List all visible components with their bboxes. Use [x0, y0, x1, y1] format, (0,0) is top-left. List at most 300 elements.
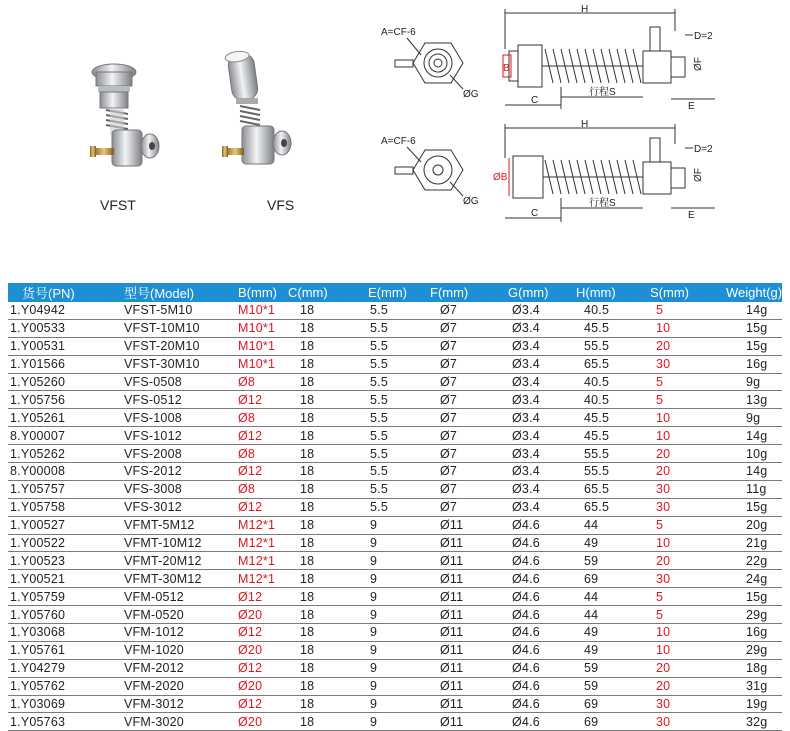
table-cell: 31g — [710, 677, 782, 695]
table-cell: Ø11 — [420, 713, 492, 731]
table-cell: 5.5 — [356, 427, 420, 445]
table-cell: 59 — [564, 552, 634, 570]
table-cell: Ø4.6 — [492, 516, 564, 534]
table-cell: 5.5 — [356, 302, 420, 319]
table-cell: VFM-3020 — [102, 713, 216, 731]
table-cell: 5.5 — [356, 337, 420, 355]
h-label: H — [581, 119, 589, 130]
table-cell: 5.5 — [356, 463, 420, 481]
table-cell: 19g — [710, 695, 782, 713]
table-cell: 10 — [634, 534, 710, 552]
table-cell: 9 — [356, 713, 420, 731]
table-cell: 44 — [564, 606, 634, 624]
table-cell: 5 — [634, 588, 710, 606]
table-cell: 69 — [564, 570, 634, 588]
table-cell: 1.Y05760 — [8, 606, 102, 624]
vfst-dimension-drawing — [375, 5, 745, 120]
table-cell: 14g — [710, 427, 782, 445]
table-row — [8, 534, 782, 552]
table-cell: VFM-1012 — [102, 624, 216, 642]
table-cell: Ø8 — [216, 445, 288, 463]
table-cell: Ø4.6 — [492, 641, 564, 659]
table-cell: Ø8 — [216, 373, 288, 391]
table-cell: Ø7 — [420, 409, 492, 427]
table-cell: M10*1 — [216, 302, 288, 319]
table-cell: 1.Y05756 — [8, 391, 102, 409]
table-cell: Ø11 — [420, 552, 492, 570]
table-cell: 8.Y00007 — [8, 427, 102, 445]
table-cell: 40.5 — [564, 391, 634, 409]
table-cell: 18 — [288, 713, 356, 731]
table-cell: Ø20 — [216, 713, 288, 731]
column-header: B(mm) — [216, 283, 288, 302]
table-cell: 18 — [288, 552, 356, 570]
table-cell: VFM-3012 — [102, 695, 216, 713]
table-cell: 1.Y05262 — [8, 445, 102, 463]
table-cell: 30 — [634, 695, 710, 713]
table-cell: Ø11 — [420, 695, 492, 713]
d-label: D=2 — [694, 144, 713, 155]
table-cell: 55.5 — [564, 445, 634, 463]
column-header: 货号(PN) — [8, 283, 102, 302]
table-row — [8, 337, 782, 355]
table-row — [8, 391, 782, 409]
table-cell: 20 — [634, 552, 710, 570]
table-cell: 1.Y05261 — [8, 409, 102, 427]
table-row — [8, 659, 782, 677]
table-cell: 1.Y00522 — [8, 534, 102, 552]
table-cell: 40.5 — [564, 302, 634, 319]
table-cell: 5 — [634, 606, 710, 624]
table-cell: 18 — [288, 463, 356, 481]
table-cell: Ø4.6 — [492, 588, 564, 606]
f-label: ØF — [693, 57, 704, 71]
column-header: F(mm) — [420, 283, 492, 302]
table-cell: 9 — [356, 624, 420, 642]
table-cell: Ø4.6 — [492, 659, 564, 677]
table-cell: 13g — [710, 391, 782, 409]
table-cell: 1.Y03068 — [8, 624, 102, 642]
table-body — [8, 302, 782, 731]
table-cell: Ø3.4 — [492, 391, 564, 409]
table-row — [8, 588, 782, 606]
table-cell: 1.Y01566 — [8, 355, 102, 373]
table-cell: Ø7 — [420, 302, 492, 319]
table-cell: Ø3.4 — [492, 319, 564, 337]
table-cell: VFST-20M10 — [102, 337, 216, 355]
table-cell: 5.5 — [356, 373, 420, 391]
e-label: E — [688, 210, 695, 221]
column-header: S(mm) — [634, 283, 710, 302]
table-cell: 1.Y00527 — [8, 516, 102, 534]
table-cell: Ø7 — [420, 337, 492, 355]
table-cell: 55.5 — [564, 337, 634, 355]
column-header: E(mm) — [356, 283, 420, 302]
table-cell: Ø11 — [420, 624, 492, 642]
table-cell: Ø3.4 — [492, 498, 564, 516]
fitting-label: A=CF-6 — [381, 27, 416, 38]
table-row — [8, 373, 782, 391]
table-cell: 30 — [634, 713, 710, 731]
table-cell: 49 — [564, 641, 634, 659]
table-cell: VFM-0520 — [102, 606, 216, 624]
vfst-product-photo — [82, 60, 182, 185]
table-cell: 14g — [710, 463, 782, 481]
table-cell: Ø7 — [420, 498, 492, 516]
table-row — [8, 606, 782, 624]
table-cell: Ø12 — [216, 463, 288, 481]
table-cell: 18 — [288, 534, 356, 552]
table-cell: Ø7 — [420, 319, 492, 337]
table-cell: Ø4.6 — [492, 534, 564, 552]
table-cell: Ø12 — [216, 588, 288, 606]
table-cell: 18 — [288, 659, 356, 677]
table-row — [8, 516, 782, 534]
table-cell: Ø7 — [420, 355, 492, 373]
table-row — [8, 409, 782, 427]
table-cell: Ø11 — [420, 677, 492, 695]
table-cell: 9 — [356, 695, 420, 713]
table-cell: 69 — [564, 713, 634, 731]
table-cell: VFM-1020 — [102, 641, 216, 659]
table-cell: 59 — [564, 677, 634, 695]
table-cell: 18 — [288, 624, 356, 642]
table-cell: Ø11 — [420, 606, 492, 624]
table-cell: VFMT-5M12 — [102, 516, 216, 534]
table-cell: M10*1 — [216, 337, 288, 355]
table-cell: 1.Y05759 — [8, 588, 102, 606]
g-label: ØG — [463, 196, 479, 207]
table-cell: Ø7 — [420, 427, 492, 445]
table-row — [8, 302, 782, 319]
table-cell: 18 — [288, 373, 356, 391]
table-cell: Ø12 — [216, 624, 288, 642]
table-cell: Ø11 — [420, 659, 492, 677]
table-cell: VFMT-10M12 — [102, 534, 216, 552]
table-cell: 14g — [710, 302, 782, 319]
table-cell: 32g — [710, 713, 782, 731]
table-cell: 20 — [634, 659, 710, 677]
e-label: E — [688, 101, 695, 112]
table-cell: 18 — [288, 480, 356, 498]
table-cell: 18 — [288, 337, 356, 355]
b-label: ØB — [493, 172, 508, 183]
table-cell: VFS-2008 — [102, 445, 216, 463]
table-cell: Ø4.6 — [492, 677, 564, 695]
table-cell: Ø11 — [420, 588, 492, 606]
f-label: ØF — [693, 168, 704, 182]
table-row — [8, 463, 782, 481]
table-cell: VFS-3008 — [102, 480, 216, 498]
table-cell: 20 — [634, 337, 710, 355]
table-cell: 49 — [564, 624, 634, 642]
table-cell: Ø7 — [420, 480, 492, 498]
table-cell: 15g — [710, 498, 782, 516]
table-cell: 9 — [356, 570, 420, 588]
table-cell: 1.Y05761 — [8, 641, 102, 659]
table-cell: Ø3.4 — [492, 480, 564, 498]
table-cell: Ø4.6 — [492, 570, 564, 588]
table-cell: 18 — [288, 570, 356, 588]
table-cell: VFST-30M10 — [102, 355, 216, 373]
table-cell: VFMT-20M12 — [102, 552, 216, 570]
table-cell: 69 — [564, 695, 634, 713]
table-row — [8, 695, 782, 713]
table-cell: M12*1 — [216, 552, 288, 570]
table-cell: 1.Y05758 — [8, 498, 102, 516]
table-cell: VFST-10M10 — [102, 319, 216, 337]
table-cell: 1.Y05763 — [8, 713, 102, 731]
table-cell: M10*1 — [216, 319, 288, 337]
table-cell: 18 — [288, 409, 356, 427]
table-cell: 1.Y05762 — [8, 677, 102, 695]
table-cell: 22g — [710, 552, 782, 570]
table-cell: 44 — [564, 516, 634, 534]
table-cell: Ø3.4 — [492, 337, 564, 355]
table-cell: 24g — [710, 570, 782, 588]
table-cell: 18 — [288, 695, 356, 713]
table-cell: Ø11 — [420, 534, 492, 552]
table-cell: Ø12 — [216, 695, 288, 713]
table-cell: 18 — [288, 427, 356, 445]
table-cell: 18 — [288, 516, 356, 534]
table-cell: 5 — [634, 302, 710, 319]
table-cell: VFS-3012 — [102, 498, 216, 516]
table-cell: 1.Y05260 — [8, 373, 102, 391]
table-cell: Ø7 — [420, 373, 492, 391]
table-row — [8, 498, 782, 516]
table-row — [8, 624, 782, 642]
h-label: H — [581, 5, 589, 15]
table-cell: 1.Y04942 — [8, 302, 102, 319]
table-cell: Ø3.4 — [492, 373, 564, 391]
product-header — [0, 0, 790, 276]
table-cell: 1.Y00533 — [8, 319, 102, 337]
table-cell: Ø3.4 — [492, 463, 564, 481]
table-row — [8, 427, 782, 445]
table-cell: 65.5 — [564, 498, 634, 516]
table-cell: 5.5 — [356, 498, 420, 516]
table-cell: Ø3.4 — [492, 409, 564, 427]
table-cell: 9 — [356, 516, 420, 534]
table-cell: 18 — [288, 319, 356, 337]
table-cell: VFM-2020 — [102, 677, 216, 695]
table-cell: 5 — [634, 373, 710, 391]
table-cell: Ø20 — [216, 641, 288, 659]
table-cell: 30 — [634, 570, 710, 588]
table-cell: VFST-5M10 — [102, 302, 216, 319]
table-cell: 30 — [634, 498, 710, 516]
table-cell: Ø11 — [420, 641, 492, 659]
table-cell: 18 — [288, 498, 356, 516]
g-label: ØG — [463, 89, 479, 100]
table-cell: Ø3.4 — [492, 445, 564, 463]
table-cell: Ø12 — [216, 659, 288, 677]
table-cell: Ø12 — [216, 498, 288, 516]
table-cell: Ø4.6 — [492, 552, 564, 570]
table-cell: 45.5 — [564, 319, 634, 337]
table-cell: 20 — [634, 463, 710, 481]
table-cell: 5.5 — [356, 480, 420, 498]
table-cell: 10 — [634, 427, 710, 445]
table-cell: 15g — [710, 588, 782, 606]
table-cell: 18 — [288, 606, 356, 624]
table-cell: 18 — [288, 391, 356, 409]
table-cell: Ø20 — [216, 606, 288, 624]
stroke-label: 行程S — [589, 198, 616, 209]
table-cell: 10 — [634, 624, 710, 642]
table-cell: 18 — [288, 355, 356, 373]
table-cell: Ø8 — [216, 480, 288, 498]
column-header: Weight(g) — [710, 283, 782, 302]
table-cell: VFS-0512 — [102, 391, 216, 409]
vfs-product-photo — [222, 48, 312, 183]
vfst-label: VFST — [100, 197, 136, 213]
column-header: 型号(Model) — [102, 283, 216, 302]
table-cell: 40.5 — [564, 373, 634, 391]
table-cell: 29g — [710, 606, 782, 624]
table-cell: 45.5 — [564, 427, 634, 445]
table-cell: 18 — [288, 588, 356, 606]
table-cell: 9 — [356, 659, 420, 677]
table-cell: VFS-1008 — [102, 409, 216, 427]
table-row — [8, 713, 782, 731]
b-label: B — [503, 63, 510, 74]
table-cell: Ø8 — [216, 409, 288, 427]
column-header: H(mm) — [564, 283, 634, 302]
table-cell: M12*1 — [216, 516, 288, 534]
table-cell: 9g — [710, 409, 782, 427]
table-row — [8, 552, 782, 570]
table-cell: Ø4.6 — [492, 624, 564, 642]
table-cell: 10 — [634, 409, 710, 427]
table-cell: Ø12 — [216, 391, 288, 409]
table-row — [8, 445, 782, 463]
table-cell: VFMT-30M12 — [102, 570, 216, 588]
table-cell: 9 — [356, 677, 420, 695]
table-row — [8, 355, 782, 373]
table-cell: 5 — [634, 391, 710, 409]
table-cell: Ø4.6 — [492, 606, 564, 624]
table-header-row — [8, 283, 782, 302]
table-row — [8, 319, 782, 337]
fitting-label: A=CF-6 — [381, 136, 416, 147]
table-cell: Ø3.4 — [492, 427, 564, 445]
table-row — [8, 480, 782, 498]
table-cell: Ø12 — [216, 427, 288, 445]
table-cell: 29g — [710, 641, 782, 659]
table-cell: 21g — [710, 534, 782, 552]
table-cell: 30 — [634, 480, 710, 498]
table-cell: 18 — [288, 302, 356, 319]
table-cell: Ø11 — [420, 516, 492, 534]
table-cell: 16g — [710, 624, 782, 642]
table-cell: VFM-0512 — [102, 588, 216, 606]
table-cell: Ø4.6 — [492, 695, 564, 713]
table-cell: VFS-1012 — [102, 427, 216, 445]
table-cell: M10*1 — [216, 355, 288, 373]
table-cell: M12*1 — [216, 534, 288, 552]
column-header: G(mm) — [492, 283, 564, 302]
table-cell: 16g — [710, 355, 782, 373]
table-cell: 10g — [710, 445, 782, 463]
stroke-label: 行程S — [589, 87, 616, 98]
table-cell: 65.5 — [564, 355, 634, 373]
table-cell: M12*1 — [216, 570, 288, 588]
d-label: D=2 — [694, 31, 713, 42]
table-cell: 45.5 — [564, 409, 634, 427]
table-cell: 30 — [634, 355, 710, 373]
table-cell: VFS-2012 — [102, 463, 216, 481]
table-cell: 15g — [710, 319, 782, 337]
table-row — [8, 641, 782, 659]
table-cell: 1.Y04279 — [8, 659, 102, 677]
table-cell: 44 — [564, 588, 634, 606]
table-row — [8, 677, 782, 695]
table-cell: Ø4.6 — [492, 713, 564, 731]
vfs-label: VFS — [267, 197, 295, 213]
table-cell: 9g — [710, 373, 782, 391]
table-cell: 20g — [710, 516, 782, 534]
table-cell: 5.5 — [356, 319, 420, 337]
table-cell: 18 — [288, 445, 356, 463]
table-cell: 1.Y00521 — [8, 570, 102, 588]
table-cell: 9 — [356, 588, 420, 606]
table-cell: 9 — [356, 534, 420, 552]
column-header: C(mm) — [288, 283, 356, 302]
table-cell: 59 — [564, 659, 634, 677]
table-cell: 5.5 — [356, 391, 420, 409]
table-cell: 65.5 — [564, 480, 634, 498]
table-cell: 1.Y03069 — [8, 695, 102, 713]
table-cell: 20 — [634, 677, 710, 695]
table-cell: Ø7 — [420, 445, 492, 463]
table-cell: Ø11 — [420, 570, 492, 588]
c-label: C — [531, 95, 539, 106]
table-cell: 20 — [634, 445, 710, 463]
spec-table — [8, 283, 782, 731]
table-cell: 5.5 — [356, 355, 420, 373]
table-cell: 10 — [634, 319, 710, 337]
table-cell: 18 — [288, 677, 356, 695]
table-cell: 18 — [288, 641, 356, 659]
table-cell: VFS-0508 — [102, 373, 216, 391]
vfs-dimension-drawing — [375, 118, 745, 228]
table-cell: 9 — [356, 641, 420, 659]
table-cell: 49 — [564, 534, 634, 552]
table-cell: Ø3.4 — [492, 355, 564, 373]
table-cell: Ø3.4 — [492, 302, 564, 319]
table-cell: 5 — [634, 516, 710, 534]
table-cell: 18g — [710, 659, 782, 677]
table-cell: 55.5 — [564, 463, 634, 481]
table-row — [8, 570, 782, 588]
table-cell: 11g — [710, 480, 782, 498]
table-cell: Ø7 — [420, 391, 492, 409]
table-cell: Ø7 — [420, 463, 492, 481]
table-cell: 5.5 — [356, 445, 420, 463]
table-cell: Ø20 — [216, 677, 288, 695]
table-cell: 8.Y00008 — [8, 463, 102, 481]
table-cell: 15g — [710, 337, 782, 355]
table-cell: VFM-2012 — [102, 659, 216, 677]
table-cell: 9 — [356, 552, 420, 570]
c-label: C — [531, 208, 539, 219]
table-cell: 9 — [356, 606, 420, 624]
table-cell: 1.Y00531 — [8, 337, 102, 355]
table-cell: 10 — [634, 641, 710, 659]
table-cell: 1.Y05757 — [8, 480, 102, 498]
